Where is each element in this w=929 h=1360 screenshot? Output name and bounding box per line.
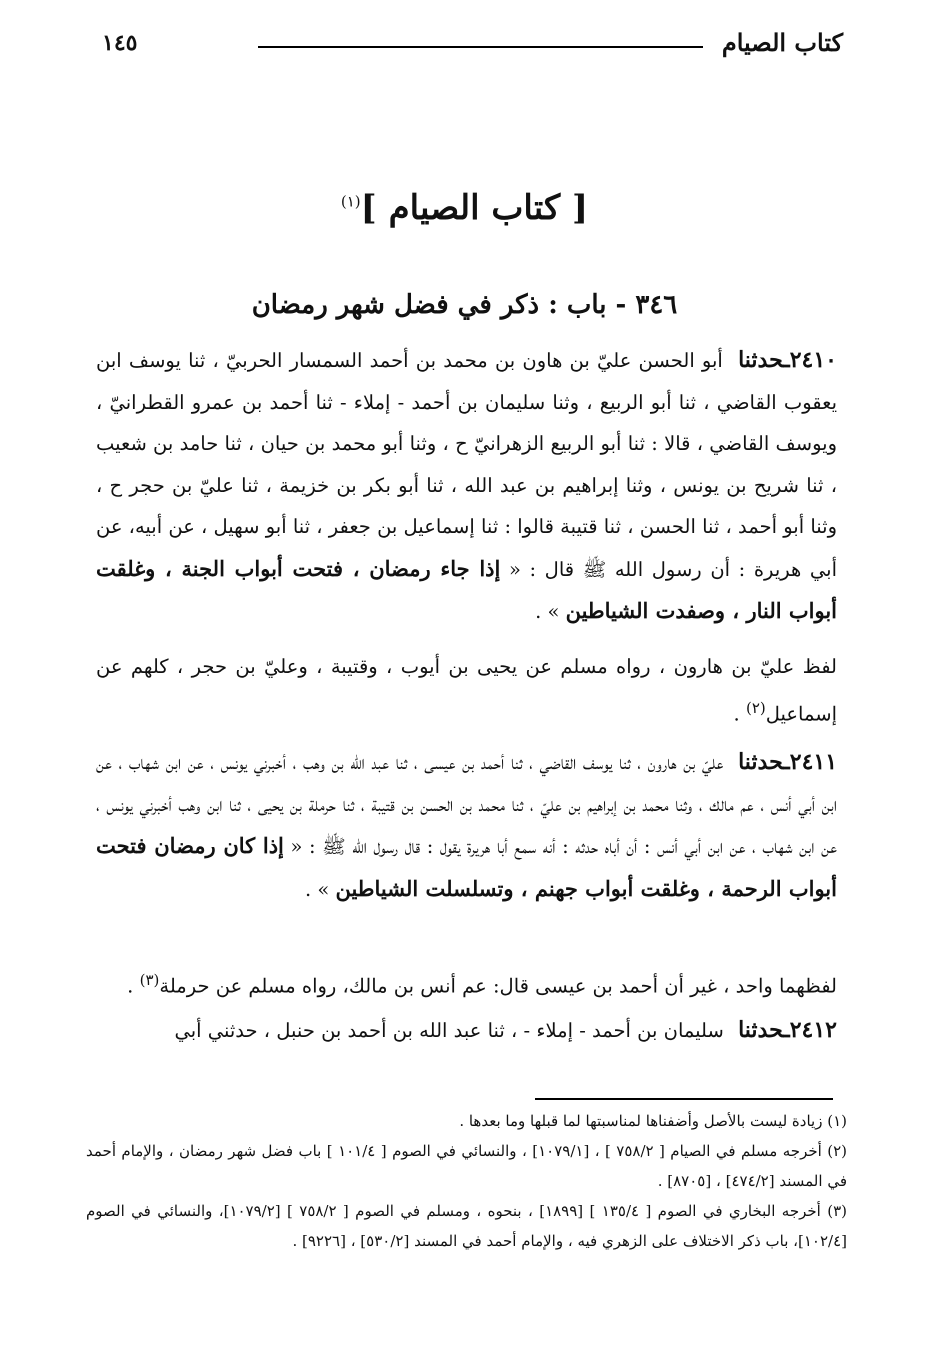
page-number: ١٤٥: [102, 30, 138, 56]
book-title-text: [ كتاب الصيام ]: [360, 188, 589, 228]
hadith-number: ٢٤١٠ـحدثنا: [738, 347, 837, 373]
footnotes: [86, 1106, 847, 1256]
note-text: لفظ عليّ بن هارون ، رواه مسلم عن يحيى بن أيوب ، وقتيبة ، وعليّ بن حجر ، كلهم عن إسماعيل: [96, 655, 837, 725]
hadith-text: أبو الحسن عليّ بن هاون بن محمد بن أحمد السمسار الحربيّ ، ثنا يوسف ابن يعقوب القاضي ، ثنا أبو الربيع ، وثنا سليمان بن أحمد - إملاء - ثنا أحمد بن عمرو القطرانيّ ، ويوسف القاضي ، قالا : ثنا أبو الربيع الزهرانيّ ح ، وثنا أبو محمد بن حيان ، ثنا حامد بن شعيب ، ثنا شريح بن يونس ، وثنا إبراهيم بن عبد الله ، ثنا أبو بكر بن خزيمة ، ثنا عليّ بن حجر ح ، وثنا أبو أحمد ، ثنا الحسن ، ثنا قتيبة قالوا : ثنا إسماعيل بن جعفر ، ثنا أبو سهيل ، عن أبيه، عن أبي هريرة : أن رسول الله ﷺ قال : «: [96, 349, 837, 581]
hadith-matn: إذا كان رمضان فتحت أبواب الرحمة ، وغلقت أبواب جهنم ، وتسلسلت الشياطين: [96, 833, 837, 901]
book-title: [0, 188, 929, 228]
note-text: لفظهما واحد ، غير أن أحمد بن عيسى قال: عم أنس بن مالك، رواه مسلم عن حرملة: [159, 974, 837, 998]
chapter-heading: ٣٤٦ - باب : ذكر في فضل شهر رمضان: [251, 290, 678, 320]
note-end: .: [127, 974, 140, 998]
hadith-matn: إذا جاء رمضان ، فتحت أبواب الجنة ، وغلقت أبواب النار ، وصفدت الشياطين: [96, 555, 837, 623]
hadith-2412: [96, 1010, 837, 1052]
hadith-text: عليّ بن هارون ، ثنا يوسف القاضي ، ثنا أحمد بن عيسى ، ثنا عبد الله بن وهب ، أخبرني يونس ، عن ابن شهاب ، عن ابن أبي أنس ، عم مالك ، وثنا محمد بن إبراهيم بن عليّ ، ثنا محمد بن الحسن بن قتيبة ، ثنا حرملة بن يحيى ، ثنا ابن وهب أخبرني يونس ، عن ابن شهاب ، عن ابن أبي أنس : أن أباه حدثه : أنه سمع أبا هريرة يقول : قال رسول الله ﷺ : «: [96, 751, 837, 858]
note-ref: (٣): [139, 971, 160, 989]
note-end: .: [733, 702, 746, 725]
footnote-1: (١) زيادة ليست بالأصل وأضفناها لمناسبتها لما قبلها وما بعدها .: [459, 1112, 847, 1130]
footnote-2: (٢) أخرجه مسلم في الصيام [ ٧٥٨/٢ ] ، [١٠٧٩/١] ، والنسائي في الصوم [ ١٠١/٤ ] باب فضل شهر رمضان ، والإمام أحمد في المسند [٤٧٤/٢] ، [٨٧٠٥] .: [86, 1142, 848, 1190]
hadith-end: » .: [535, 600, 566, 623]
note-ref: (٢): [745, 698, 766, 717]
note-2411: [96, 960, 837, 1007]
hadith-number: ٢٤١٢ـحدثنا: [738, 1017, 837, 1043]
running-head: [90, 26, 843, 66]
hadith-text: سليمان بن أحمد - إملاء - ، ثنا عبد الله بن أحمد بن حنبل ، حدثني أبي: [174, 1019, 724, 1042]
hadith-number: ٢٤١١ـحدثنا: [738, 749, 838, 775]
header-rule: [258, 46, 703, 48]
hadith-end: » .: [304, 877, 336, 901]
footnote-rule: [535, 1098, 833, 1100]
hadith-2410: [96, 340, 837, 633]
running-title: كتاب الصيام: [721, 28, 843, 57]
footnote-3: (٣) أخرجه البخاري في الصوم [ ١٣٥/٤ ] [١٨٩٩] ، بنحوه ، ومسلم في الصوم [ ٧٥٨/٢ ] [١٠٧٩/٢]، والنسائي في الصوم [١٠٢/٤]، باب ذكر الاختلاف على الزهري فيه ، والإمام أحمد في المسند [٥٣٠/٢] ، [٩٢٢٦] .: [86, 1202, 847, 1250]
book-title-note: (١): [340, 192, 361, 211]
hadith-2411: [96, 742, 837, 910]
note-2410: [96, 646, 837, 735]
